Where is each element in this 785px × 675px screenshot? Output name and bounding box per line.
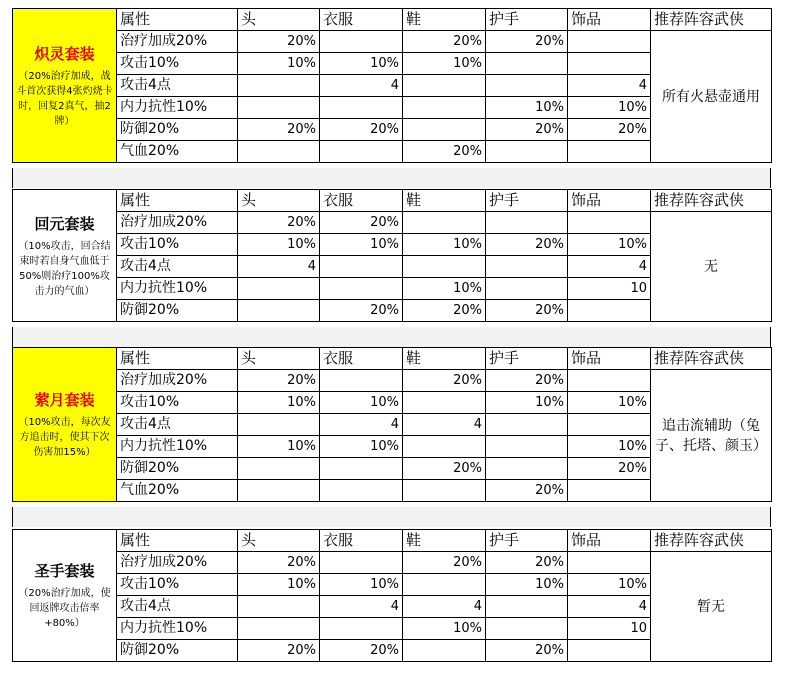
value-cell <box>403 97 486 119</box>
value-cell <box>320 256 403 278</box>
value-cell: 10% <box>320 234 403 256</box>
value-cell: 20% <box>486 234 568 256</box>
value-cell: 20% <box>486 31 568 53</box>
recommend-cell: 无 <box>651 212 772 322</box>
recommend-cell: 暂无 <box>651 552 772 662</box>
set-table <box>12 8 772 163</box>
set-name-cell <box>13 9 117 163</box>
set-block <box>12 189 771 322</box>
value-cell <box>320 458 403 480</box>
col-header-gloves: 护手 <box>486 530 568 552</box>
attr-cell: 攻击10% <box>117 53 238 75</box>
value-cell: 20% <box>568 119 651 141</box>
set-description: （10%攻击，回合结束时若自身气血低于50%则治疗100%攻击力的气血） <box>18 240 111 297</box>
value-cell <box>568 212 651 234</box>
set-title: 回元套装 <box>34 214 95 233</box>
separator-strip <box>12 507 771 527</box>
attr-cell: 治疗加成20% <box>117 552 238 574</box>
value-cell: 20% <box>568 458 651 480</box>
set-block <box>12 529 771 662</box>
value-cell <box>486 278 568 300</box>
value-cell: 20% <box>486 640 568 662</box>
col-header-accessory: 饰品 <box>568 190 651 212</box>
value-cell: 10% <box>320 436 403 458</box>
col-header-shoes: 鞋 <box>403 348 486 370</box>
value-cell: 10% <box>486 97 568 119</box>
value-cell: 10% <box>568 574 651 596</box>
col-header-accessory: 饰品 <box>568 348 651 370</box>
col-header-clothes: 衣服 <box>320 9 403 31</box>
col-header-attr: 属性 <box>117 9 238 31</box>
value-cell <box>320 278 403 300</box>
value-cell <box>238 596 320 618</box>
value-cell: 10% <box>568 234 651 256</box>
value-cell: 10% <box>403 278 486 300</box>
value-cell <box>486 458 568 480</box>
value-cell <box>486 256 568 278</box>
col-header-head: 头 <box>238 348 320 370</box>
table-row <box>13 31 772 53</box>
value-cell: 10% <box>238 392 320 414</box>
value-cell: 10 <box>568 618 651 640</box>
value-cell: 20% <box>486 119 568 141</box>
col-header-gloves: 护手 <box>486 348 568 370</box>
header-row <box>13 348 772 370</box>
value-cell: 20% <box>403 458 486 480</box>
set-name-cell <box>13 190 117 322</box>
value-cell: 20% <box>403 370 486 392</box>
attr-cell: 攻击10% <box>117 574 238 596</box>
set-title: 炽灵套装 <box>34 44 95 63</box>
value-cell: 4 <box>320 414 403 436</box>
set-block <box>12 347 771 502</box>
value-cell <box>320 370 403 392</box>
attr-cell: 攻击10% <box>117 392 238 414</box>
value-cell <box>568 53 651 75</box>
table-row <box>13 212 772 234</box>
value-cell: 10% <box>320 574 403 596</box>
col-header-gloves: 护手 <box>486 190 568 212</box>
attr-cell: 气血20% <box>117 480 238 502</box>
value-cell <box>403 392 486 414</box>
attr-cell: 治疗加成20% <box>117 31 238 53</box>
value-cell <box>403 574 486 596</box>
value-cell: 4 <box>320 75 403 97</box>
value-cell: 10% <box>238 436 320 458</box>
separator-strip <box>12 327 771 347</box>
value-cell <box>568 552 651 574</box>
value-cell <box>403 212 486 234</box>
value-cell: 20% <box>320 212 403 234</box>
col-header-attr: 属性 <box>117 530 238 552</box>
attr-cell: 攻击4点 <box>117 414 238 436</box>
attr-cell: 内力抗性10% <box>117 97 238 119</box>
value-cell <box>238 75 320 97</box>
value-cell <box>568 141 651 163</box>
set-description: （10%攻击，每次友方追击时，使其下次伤害加15%） <box>18 417 111 458</box>
value-cell: 20% <box>403 141 486 163</box>
value-cell: 4 <box>568 256 651 278</box>
attr-cell: 防御20% <box>117 458 238 480</box>
value-cell: 20% <box>238 212 320 234</box>
col-header-gloves: 护手 <box>486 9 568 31</box>
value-cell: 20% <box>486 480 568 502</box>
value-cell: 20% <box>238 640 320 662</box>
value-cell <box>403 75 486 97</box>
value-cell: 20% <box>238 552 320 574</box>
col-header-recommend: 推荐阵容武侠 <box>651 190 772 212</box>
col-header-recommend: 推荐阵容武侠 <box>651 9 772 31</box>
header-row <box>13 190 772 212</box>
col-header-recommend: 推荐阵容武侠 <box>651 530 772 552</box>
value-cell: 4 <box>320 596 403 618</box>
table-row <box>13 370 772 392</box>
attr-cell: 防御20% <box>117 300 238 322</box>
value-cell: 20% <box>320 119 403 141</box>
value-cell <box>486 414 568 436</box>
value-cell: 10% <box>403 53 486 75</box>
attr-cell: 攻击4点 <box>117 256 238 278</box>
attr-cell: 防御20% <box>117 119 238 141</box>
value-cell <box>238 414 320 436</box>
value-cell <box>486 75 568 97</box>
attr-cell: 内力抗性10% <box>117 278 238 300</box>
value-cell: 20% <box>238 31 320 53</box>
attr-cell: 防御20% <box>117 640 238 662</box>
set-title: 圣手套装 <box>34 562 95 580</box>
set-table <box>12 529 772 662</box>
value-cell: 20% <box>403 552 486 574</box>
value-cell <box>320 552 403 574</box>
attr-cell: 攻击10% <box>117 234 238 256</box>
value-cell: 20% <box>403 31 486 53</box>
value-cell <box>320 141 403 163</box>
value-cell <box>403 640 486 662</box>
value-cell <box>568 300 651 322</box>
value-cell <box>320 618 403 640</box>
value-cell: 10% <box>568 436 651 458</box>
value-cell: 4 <box>568 596 651 618</box>
col-header-accessory: 饰品 <box>568 530 651 552</box>
value-cell: 4 <box>403 414 486 436</box>
value-cell: 10% <box>238 574 320 596</box>
table-row <box>13 552 772 574</box>
value-cell <box>568 480 651 502</box>
value-cell: 4 <box>403 596 486 618</box>
value-cell: 20% <box>320 640 403 662</box>
col-header-attr: 属性 <box>117 190 238 212</box>
value-cell <box>486 618 568 640</box>
col-header-attr: 属性 <box>117 348 238 370</box>
value-cell <box>568 640 651 662</box>
value-cell <box>403 119 486 141</box>
value-cell <box>486 212 568 234</box>
col-header-accessory: 饰品 <box>568 9 651 31</box>
col-header-head: 头 <box>238 190 320 212</box>
value-cell: 10% <box>403 618 486 640</box>
header-row <box>13 9 772 31</box>
value-cell: 10% <box>238 234 320 256</box>
recommend-cell: 所有火悬壶通用 <box>651 31 772 163</box>
header-row <box>13 530 772 552</box>
recommend-cell: 追击流辅助（兔子、托塔、颜玉） <box>651 370 772 502</box>
value-cell <box>320 97 403 119</box>
col-header-shoes: 鞋 <box>403 530 486 552</box>
set-description: （20%治疗加成，战斗首次获得4张灼烧卡时，回复2真气，抽2牌） <box>16 70 113 127</box>
value-cell <box>238 458 320 480</box>
value-cell <box>403 256 486 278</box>
value-cell <box>238 618 320 640</box>
value-cell: 20% <box>486 300 568 322</box>
value-cell <box>486 596 568 618</box>
value-cell: 10% <box>403 234 486 256</box>
value-cell: 20% <box>320 300 403 322</box>
value-cell: 4 <box>238 256 320 278</box>
value-cell: 10% <box>320 53 403 75</box>
col-header-recommend: 推荐阵容武侠 <box>651 348 772 370</box>
value-cell: 20% <box>403 300 486 322</box>
attr-cell: 内力抗性10% <box>117 436 238 458</box>
value-cell: 20% <box>486 552 568 574</box>
col-header-head: 头 <box>238 9 320 31</box>
value-cell <box>238 97 320 119</box>
value-cell <box>568 31 651 53</box>
value-cell: 10% <box>568 97 651 119</box>
value-cell: 20% <box>238 370 320 392</box>
set-title: 萦月套装 <box>34 391 95 409</box>
attr-cell: 攻击4点 <box>117 596 238 618</box>
value-cell <box>568 370 651 392</box>
separator-strip <box>12 168 771 188</box>
value-cell <box>568 414 651 436</box>
value-cell <box>238 278 320 300</box>
value-cell <box>486 53 568 75</box>
value-cell <box>320 480 403 502</box>
value-cell: 20% <box>486 370 568 392</box>
value-cell <box>238 141 320 163</box>
value-cell: 10% <box>568 392 651 414</box>
col-header-head: 头 <box>238 530 320 552</box>
value-cell: 10% <box>320 392 403 414</box>
value-cell: 10% <box>238 53 320 75</box>
value-cell: 10 <box>568 278 651 300</box>
set-description: （20%治疗加成，使回返牌攻击倍率+80%） <box>18 588 111 629</box>
set-table <box>12 189 772 322</box>
set-table <box>12 347 772 502</box>
value-cell: 4 <box>568 75 651 97</box>
value-cell <box>403 480 486 502</box>
value-cell <box>486 141 568 163</box>
value-cell: 20% <box>238 119 320 141</box>
value-cell: 10% <box>486 392 568 414</box>
col-header-shoes: 鞋 <box>403 190 486 212</box>
col-header-clothes: 衣服 <box>320 530 403 552</box>
col-header-shoes: 鞋 <box>403 9 486 31</box>
col-header-clothes: 衣服 <box>320 190 403 212</box>
value-cell <box>238 300 320 322</box>
col-header-clothes: 衣服 <box>320 348 403 370</box>
value-cell <box>403 436 486 458</box>
attr-cell: 内力抗性10% <box>117 618 238 640</box>
attr-cell: 治疗加成20% <box>117 370 238 392</box>
set-name-cell <box>13 530 117 662</box>
value-cell <box>320 31 403 53</box>
value-cell <box>238 480 320 502</box>
attr-cell: 攻击4点 <box>117 75 238 97</box>
value-cell <box>486 436 568 458</box>
value-cell: 10% <box>486 574 568 596</box>
attr-cell: 治疗加成20% <box>117 212 238 234</box>
attr-cell: 气血20% <box>117 141 238 163</box>
set-block <box>12 8 771 163</box>
set-name-cell <box>13 348 117 502</box>
